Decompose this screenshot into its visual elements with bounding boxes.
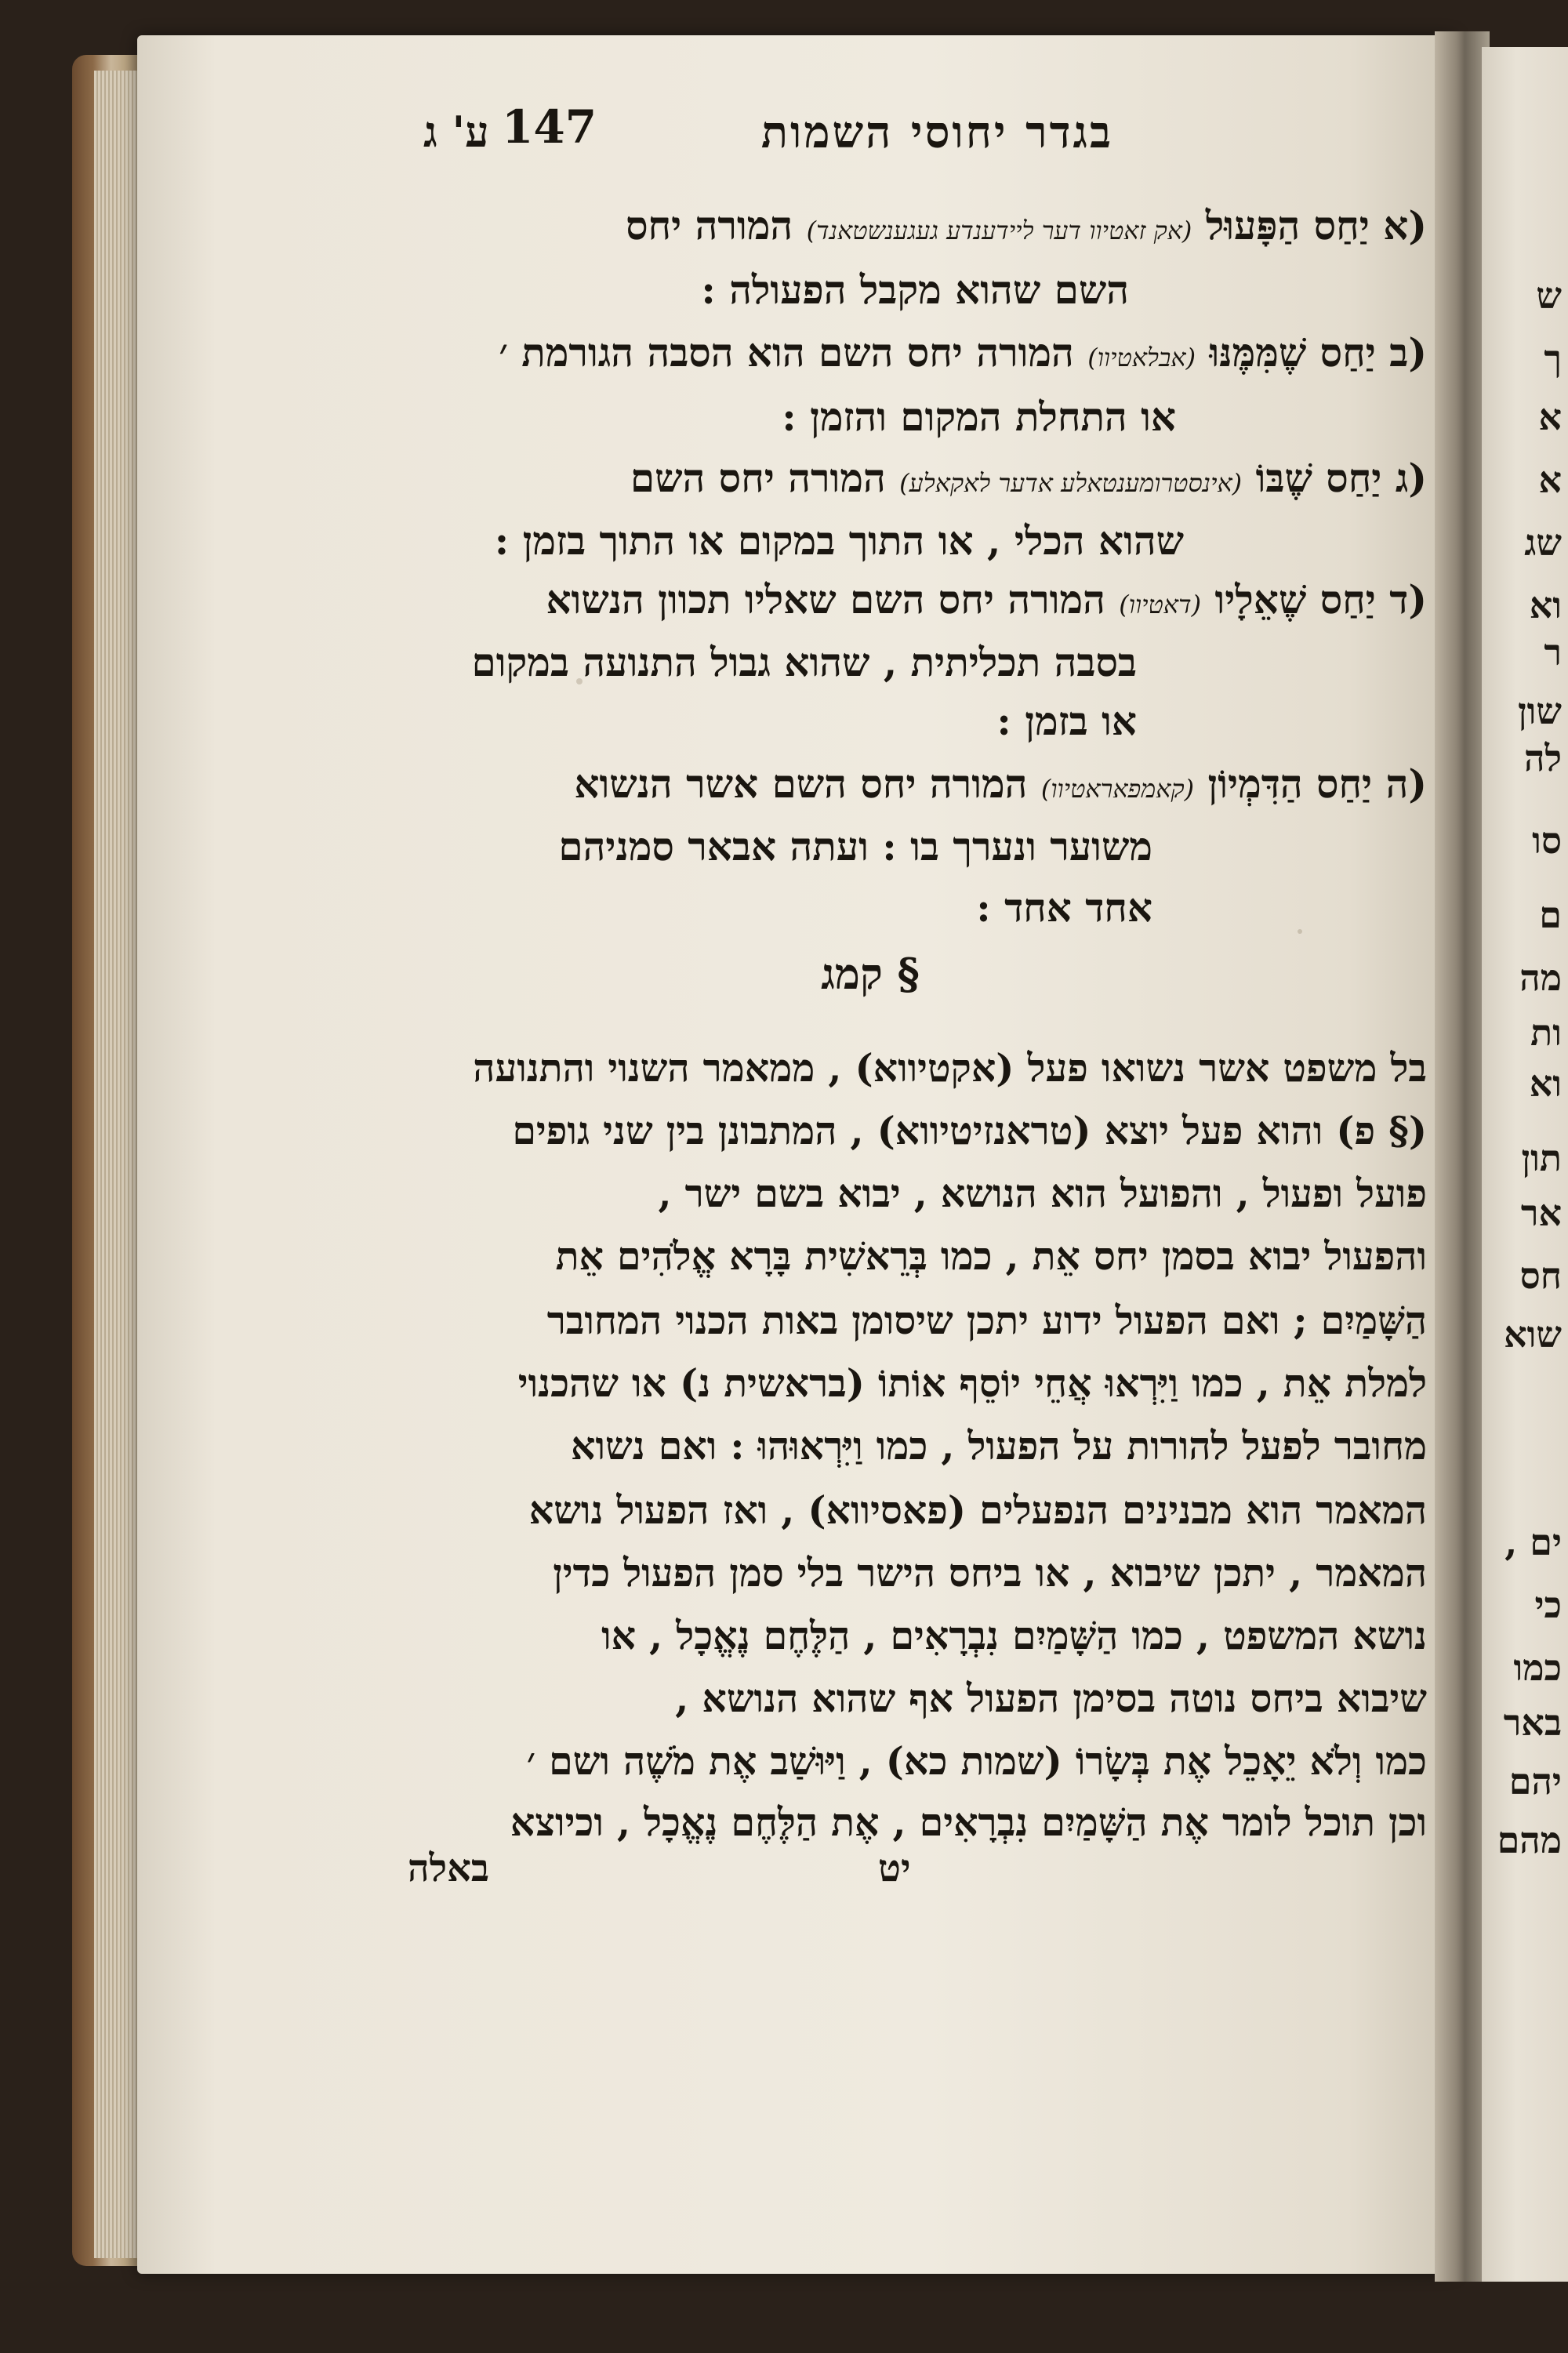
definition-gloss: (דאטיוו) [1119,590,1202,619]
adjacent-fragment: תון [1521,1137,1562,1179]
adjacent-fragment: א [1538,396,1562,438]
definition-marker: (ב [1389,329,1427,376]
definition-gloss: (אינסטרומענטאלע אדער לאקאלע) [899,468,1243,498]
paragraph-line: והפעול יבוא בסמן יחס אֵת , כמו בְּרֵאשִׁית בָּרָא אֱלֹהִים אֵת [555,1233,1427,1279]
running-head [423,100,1113,171]
definition-continuation: משוער ונערך בו : ועתה אבאר סמניהם [558,823,1152,870]
definition-gloss: (אבלאטיוו) [1087,343,1196,372]
adjacent-fragment: שג [1524,521,1562,564]
adjacent-fragment: וא [1529,1062,1562,1105]
adjacent-page [1482,47,1568,2282]
definition-marker: (ג [1395,455,1427,501]
adjacent-fragment: כמו [1513,1647,1562,1689]
paragraph-line: כמו וְלֹא יֵאָכֵל אֶת בְּשָׂרוֹ (שמות כא) , וַיּוּשַׁב אֶת מֹשֶׁה ושם ׳ [526,1738,1427,1784]
definition-line [345,194,1427,257]
paragraph-line: המאמר הוא מבנינים הנפעלים (פאסיווא) , ואז הפעול נושא [528,1487,1427,1533]
paragraph-line: מחובר לפעל להורות על הפעול , כמו וַיִּרְאוּהוּ : ואם נשוא [571,1423,1427,1469]
adjacent-fragment: וא [1529,584,1562,626]
definition-line [345,568,1427,631]
paragraph-line: (§ פ) והוא פעל יוצא (טראנזיטיווא) , המתבונן בין שני גופים [512,1108,1427,1153]
definition-marker: (א [1383,202,1427,249]
section-heading: § קמג [821,949,920,999]
paragraph-line: למלת אֵת , כמו וַיִּרְאוּ אֲחֵי יוֹסֵף אוֹתוֹ (בראשית נ) או שהכנוי [517,1360,1427,1406]
adjacent-fragment: א [1538,459,1562,501]
page-number: 147 [502,100,597,154]
definition-gloss: (קאמפאראטיוו) [1040,774,1195,804]
adjacent-fragment: ות [1530,1011,1562,1054]
definition-marker: (ד [1389,576,1427,623]
catchword: באלה [408,1846,490,1890]
definition-continuation: אחד אחד : [976,884,1152,931]
paragraph-line: נושא המשפט , כמו הַשָּׁמַיִם נִבְרָאִים , הַלֶּחֶם נֶאֱכָל , או [601,1613,1427,1658]
adjacent-fragment: מה [1519,957,1562,999]
definition-marker: (ה [1385,761,1427,807]
definition-line [345,447,1427,510]
definition-continuation: השם שהוא מקבל הפעולה : [701,267,1129,313]
definition-text: המורה יחס השם הוא הסבה הגורמת ׳ [499,329,1074,376]
adjacent-fragment: אר [1520,1192,1562,1234]
definition-continuation: בסבה תכליתית , שהוא גבול התנועה במקום [471,639,1137,685]
definition-text: המורה יחס השם שאליו תכוון הנשוא [546,576,1105,623]
adjacent-fragment: סו [1532,819,1562,862]
paragraph-line: שיבוא ביחס נוטה בסימן הפעול אף שהוא הנושא , [675,1676,1427,1721]
paragraph-line: הַשָּׁמַיִם ; ואם הפעול ידוע יתכן שיסומן באות הכנוי המחובר [546,1298,1427,1343]
definition-text: המורה יחס [626,202,793,249]
leaf-marker: ע' ג [423,107,489,157]
definition-continuation: או בזמן : [996,698,1137,744]
definition-term: יַחַס הַדִּמְיוֹן [1207,761,1373,807]
adjacent-fragment: באר [1503,1701,1562,1744]
adjacent-fragment: ם [1539,894,1562,936]
adjacent-fragment: חס [1519,1255,1562,1297]
definition-line [345,753,1427,815]
definition-term: יַחַס שֶׁמִּמֶּנּוּ [1209,329,1376,376]
adjacent-fragment: ש [1536,274,1562,317]
definition-term: יַחַס הַפָּעוּל [1205,202,1370,249]
definition-gloss: (אק זאטיוו דער ליידענדע געגענשטאנד) [806,216,1192,245]
adjacent-fragment: כי [1534,1584,1562,1626]
definition-term: יַחַס שֶׁבּוֹ [1255,455,1382,501]
adjacent-fragment: ר [1544,631,1562,674]
definition-continuation: או התחלת המקום והזמן : [782,394,1176,440]
foxing-spot [1298,929,1302,934]
definition-text: המורה יחס השם אשר הנשוא [574,761,1028,807]
definition-text: המורה יחס השם [630,455,886,501]
adjacent-fragment: יהם [1508,1760,1562,1803]
adjacent-fragment: שון [1517,690,1562,732]
paragraph-line: פועל ופעול , והפועל הוא הנושא , יבוא בשם ישר , [658,1171,1427,1216]
adjacent-fragment: לה [1524,737,1562,779]
definition-line [345,321,1427,384]
definition-term: יַחַס שֶׁאֵלָיו [1214,576,1376,623]
adjacent-fragment: מהם [1497,1819,1562,1861]
adjacent-fragment: שוא [1504,1313,1562,1356]
adjacent-fragment: ים , [1504,1521,1562,1563]
definition-continuation: שהוא הכלי , או התוך במקום או התוך בזמן : [494,517,1184,564]
adjacent-fragment: ך [1544,337,1562,379]
signature-mark: יט [878,1846,911,1890]
paragraph-line: וכן תוכל לומר אֶת הַשָּׁמַיִם נִבְרָאִים , אֶת הַלֶּחֶם נֶאֱכָל , וכיוצא [510,1799,1427,1845]
paragraph-line: המאמר , יתכן שיבוא , או ביחס הישר בלי סמן הפעול כדין [553,1550,1427,1596]
paragraph-line: בל משפט אשר נשואו פעל (אקטיווא) , ממאמר השנוי והתנועה [473,1045,1427,1091]
running-head-title: בגדר יחוסי השמות [760,107,1113,158]
